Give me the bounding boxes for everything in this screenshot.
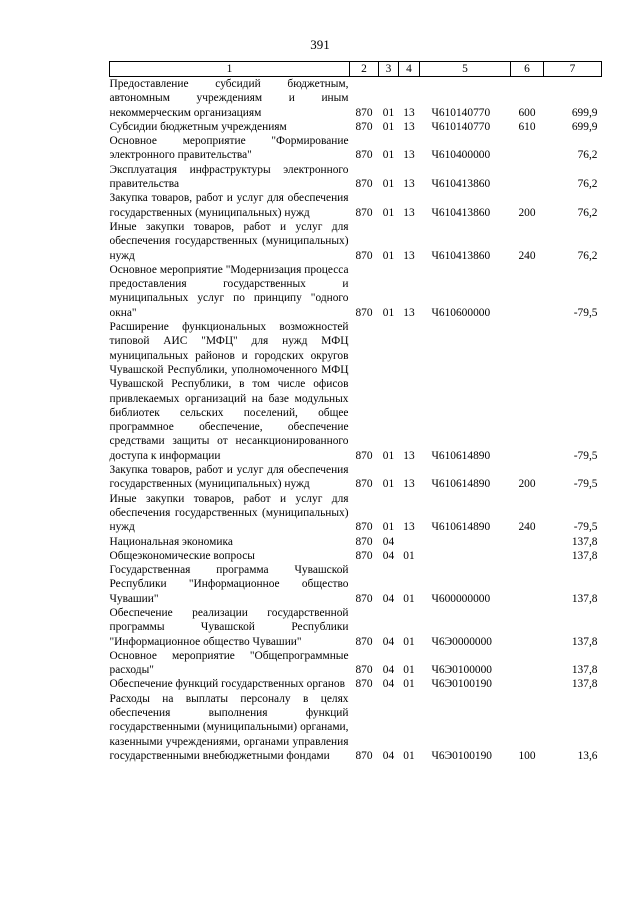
page-number: 391: [310, 37, 330, 52]
row-target-article: Ч6Э0100190: [431, 678, 492, 691]
row-target-article: Ч610614890: [431, 478, 491, 491]
row-subsection: [399, 535, 420, 549]
row-amount: 76,2: [577, 149, 598, 162]
row-subsection: 13: [403, 249, 415, 262]
row-section: 04: [382, 549, 395, 562]
row-subsection: 13: [403, 106, 415, 119]
row-description: Обеспечение реализации государственной программы Чувашской Республики "Информационное общество Чувашии": [109, 606, 349, 648]
row-admin-code: 870: [355, 478, 373, 491]
row-section: 01: [382, 106, 395, 119]
row-expense-type: [511, 163, 544, 192]
row-description: Расходы на выплаты персоналу в целях обеспечения выполнения функций государственными (муниципальными) органами, казенными учреждениями, органами управления государственными внебюджетными фондами: [109, 692, 349, 762]
header-cell-7: 7: [544, 62, 602, 77]
row-section: 04: [382, 678, 395, 691]
table-row: [110, 563, 602, 606]
row-amount: 13,6: [577, 749, 598, 762]
row-expense-type: 610: [518, 120, 536, 133]
row-admin-code: 870: [355, 149, 373, 162]
row-expense-type: 200: [518, 478, 536, 491]
row-subsection: 13: [403, 178, 415, 191]
header-cell-5: 5: [420, 62, 511, 77]
row-admin-code: 870: [355, 206, 373, 219]
row-amount: 137,8: [571, 592, 598, 605]
row-subsection: 01: [403, 635, 415, 648]
row-section: 04: [382, 749, 395, 762]
row-target-article: Ч610413860: [431, 249, 491, 262]
row-description: Основное мероприятие "Общепрограммные расходы": [109, 649, 349, 677]
row-expense-type: [511, 649, 544, 678]
row-admin-code: 870: [355, 635, 373, 648]
table-row: [110, 163, 602, 192]
row-admin-code: 870: [355, 521, 373, 534]
row-description: Предоставление субсидий бюджетным, автономным учреждениям и иным некоммерческим организациям: [109, 78, 349, 119]
budget-table: [109, 61, 602, 763]
row-amount: 137,8: [571, 635, 598, 648]
header-cell-2: 2: [350, 62, 379, 77]
row-expense-type: [511, 263, 544, 320]
row-section: 04: [382, 535, 395, 548]
row-section: 04: [382, 592, 395, 605]
table-row: [110, 549, 602, 563]
row-description: Основное мероприятие "Формирование электронного правительства": [109, 135, 349, 162]
row-amount: 137,8: [571, 664, 598, 677]
header-cell-1: 1: [110, 62, 350, 77]
row-admin-code: 870: [355, 249, 373, 262]
table-row: [110, 535, 602, 549]
row-expense-type: [511, 606, 544, 649]
table-row: [110, 463, 602, 492]
row-amount: -79,5: [573, 306, 598, 319]
row-section: 04: [382, 664, 395, 677]
row-section: 01: [382, 478, 395, 491]
row-section: 04: [382, 635, 395, 648]
row-section: 01: [382, 149, 395, 162]
row-admin-code: 870: [355, 178, 373, 191]
row-target-article: Ч610413860: [431, 206, 491, 219]
row-target-article: Ч600000000: [431, 592, 491, 605]
row-description: Общеэкономические вопросы: [109, 549, 255, 562]
row-expense-type: 200: [518, 206, 536, 219]
row-subsection: 01: [403, 664, 415, 677]
row-amount: 76,2: [577, 206, 598, 219]
row-subsection: 13: [403, 120, 415, 133]
row-expense-type: 240: [518, 249, 536, 262]
row-section: 01: [382, 120, 395, 133]
row-section: 01: [382, 521, 395, 534]
row-amount: 137,8: [571, 549, 598, 562]
row-expense-type: [511, 563, 544, 606]
row-target-article: Ч6Э0000000: [431, 635, 492, 648]
row-description: Закупка товаров, работ и услуг для обеспечения государственных (муниципальных) нужд: [109, 192, 349, 219]
row-admin-code: 870: [355, 106, 373, 119]
row-subsection: 13: [403, 449, 415, 462]
table-row: [110, 677, 602, 691]
row-description: Эксплуатация инфраструктуры электронного правительства: [109, 163, 349, 191]
table-header: [110, 62, 602, 77]
row-amount: 137,8: [571, 535, 598, 548]
table-row: [110, 606, 602, 649]
row-description: Иные закупки товаров, работ и услуг для обеспечения государственных (муниципальных) нужд: [109, 492, 349, 534]
row-admin-code: 870: [355, 535, 373, 548]
table-row: [110, 220, 602, 263]
row-target-article: Ч610614890: [431, 449, 491, 462]
row-description: Субсидии бюджетным учреждениям: [109, 120, 287, 133]
row-subsection: 13: [403, 306, 415, 319]
table-body: [110, 77, 602, 764]
row-admin-code: 870: [355, 664, 373, 677]
row-target-article: Ч610413860: [431, 178, 491, 191]
table-row: [110, 649, 602, 678]
table-row: [110, 320, 602, 463]
table-row: [110, 120, 602, 134]
row-target-article: Ч6Э0100190: [431, 749, 492, 762]
row-admin-code: 870: [355, 120, 373, 133]
row-expense-type: 100: [518, 749, 536, 762]
row-admin-code: 870: [355, 306, 373, 319]
header-row: [110, 62, 602, 77]
row-amount: 137,8: [571, 678, 598, 691]
row-expense-type: [511, 134, 544, 163]
row-subsection: 13: [403, 478, 415, 491]
row-expense-type: 600: [518, 106, 536, 119]
row-description: Обеспечение функций государственных органов: [109, 678, 345, 691]
row-admin-code: 870: [355, 749, 373, 762]
row-subsection: 01: [403, 678, 415, 691]
header-cell-6: 6: [511, 62, 544, 77]
row-section: 01: [382, 206, 395, 219]
row-section: 01: [382, 178, 395, 191]
row-admin-code: 870: [355, 678, 373, 691]
row-description: Основное мероприятие "Модернизация процесса предоставления государственных и муниципальных услуг по принципу "одного окна": [109, 263, 349, 319]
row-section: 01: [382, 306, 395, 319]
row-target-article: Ч610614890: [431, 521, 491, 534]
row-target-article: Ч610140770: [431, 106, 491, 119]
row-expense-type: [511, 549, 544, 563]
row-amount: -79,5: [573, 478, 598, 491]
table-row: [110, 191, 602, 220]
row-admin-code: 870: [355, 549, 373, 562]
row-target-article: Ч610400000: [431, 149, 491, 162]
row-expense-type: [511, 320, 544, 463]
row-target-article: [420, 549, 511, 563]
row-target-article: [420, 535, 511, 549]
row-amount: 699,9: [571, 106, 598, 119]
row-section: 01: [382, 249, 395, 262]
row-target-article: Ч6Э0100000: [431, 664, 492, 677]
row-description: Национальная экономика: [109, 535, 233, 548]
row-subsection: 13: [403, 206, 415, 219]
row-admin-code: 870: [355, 449, 373, 462]
row-expense-type: [511, 677, 544, 691]
row-amount: 76,2: [577, 249, 598, 262]
table-row: [110, 134, 602, 163]
row-subsection: 01: [403, 749, 415, 762]
header-cell-3: 3: [379, 62, 399, 77]
row-description: Государственная программа Чувашской Республики "Информационное общество Чувашии": [109, 564, 349, 605]
row-target-article: Ч610600000: [431, 306, 491, 319]
row-description: Иные закупки товаров, работ и услуг для обеспечения государственных (муниципальных) нужд: [109, 220, 349, 262]
row-subsection: 01: [403, 592, 415, 605]
row-amount: -79,5: [573, 449, 598, 462]
table-row: [110, 263, 602, 320]
row-expense-type: 240: [518, 521, 536, 534]
row-expense-type: [511, 535, 544, 549]
row-description: Расширение функциональных возможностей типовой АИС "МФЦ" для нужд МФЦ муниципальных районов и городских округов Чувашской Республики, уполномоченного МФЦ Чувашской Республики, в том числе офисов привлекаемых организаций на базе модульных библиотек сельских поселений, общее программное обеспечение, обеспечение средствами защиты от несанкционированного доступа к информации: [109, 321, 349, 462]
row-section: 01: [382, 449, 395, 462]
table-row: [110, 77, 602, 120]
row-amount: 699,9: [571, 120, 598, 133]
row-amount: -79,5: [573, 521, 598, 534]
row-subsection: 13: [403, 521, 415, 534]
row-target-article: Ч610140770: [431, 120, 491, 133]
row-admin-code: 870: [355, 592, 373, 605]
row-subsection: 01: [403, 549, 415, 562]
row-amount: 76,2: [577, 178, 598, 191]
row-description: Закупка товаров, работ и услуг для обеспечения государственных (муниципальных) нужд: [109, 464, 349, 491]
row-subsection: 13: [403, 149, 415, 162]
table-row: [110, 492, 602, 535]
header-cell-4: 4: [399, 62, 420, 77]
table-row: [110, 692, 602, 763]
